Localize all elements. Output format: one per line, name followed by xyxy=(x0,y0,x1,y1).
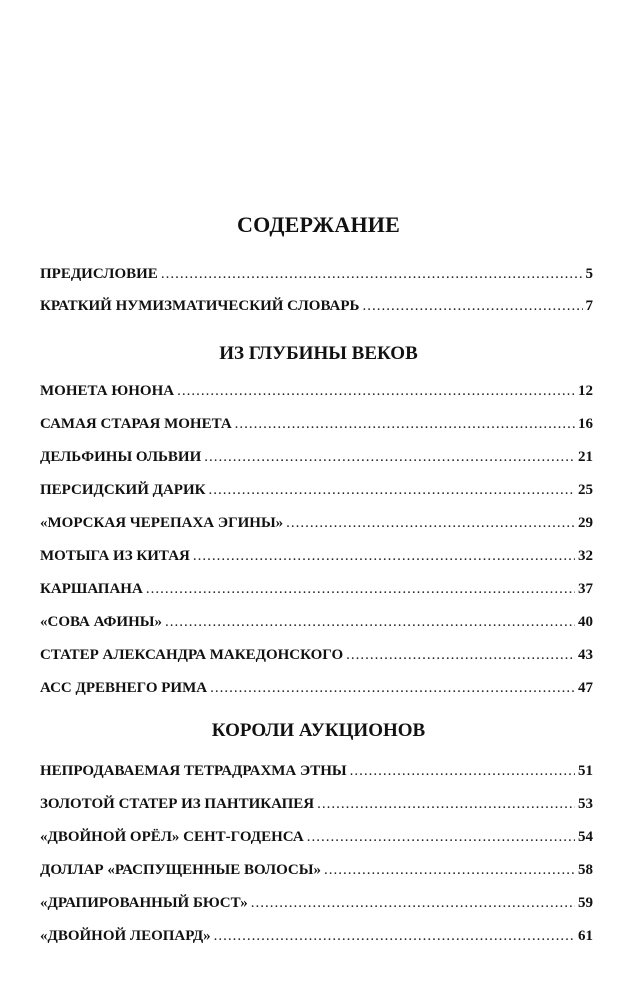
toc-entry[interactable] xyxy=(40,794,593,814)
toc-entry-page: 29 xyxy=(578,515,593,531)
toc-entry-label: «МОРСКАЯ ЧЕРЕПАХА ЭГИНЫ» xyxy=(40,515,284,531)
toc-entry-label: ПРЕДИСЛОВИЕ xyxy=(40,266,158,282)
toc-entry-label: ПЕРСИДСКИЙ ДАРИК xyxy=(40,482,206,498)
toc-entry[interactable] xyxy=(40,414,593,434)
dot-leader xyxy=(251,893,575,913)
toc-entry[interactable] xyxy=(40,645,593,665)
toc-entry-label: СТАТЕР АЛЕКСАНДРА МАКЕДОНСКОГО xyxy=(40,647,344,663)
toc-entry[interactable] xyxy=(40,579,593,599)
toc-entry-page: 51 xyxy=(578,763,593,779)
dot-leader xyxy=(214,926,575,946)
toc-entry-page: 32 xyxy=(578,548,593,564)
section-title: ИЗ ГЛУБИНЫ ВЕКОВ xyxy=(219,343,418,364)
toc-entry[interactable] xyxy=(40,678,593,698)
toc-entry-label: «ДВОЙНОЙ ЛЕОПАРД» xyxy=(40,928,211,944)
dot-leader xyxy=(193,546,575,566)
toc-entry[interactable] xyxy=(40,546,593,566)
dot-leader xyxy=(209,480,576,500)
toc-entry-page: 37 xyxy=(578,581,593,597)
toc-entry-label: «ДВОЙНОЙ ОРЁЛ» СЕНТ-ГОДЕНСА xyxy=(40,829,304,845)
dot-leader xyxy=(286,513,575,533)
dot-leader xyxy=(177,381,575,401)
dot-leader xyxy=(362,296,582,316)
toc-entry-label: ЗОЛОТОЙ СТАТЕР ИЗ ПАНТИКАПЕЯ xyxy=(40,796,315,812)
toc-entry[interactable] xyxy=(40,827,593,847)
toc-entry-label: ДОЛЛАР «РАСПУЩЕННЫЕ ВОЛОСЫ» xyxy=(40,862,321,878)
page-title: СОДЕРЖАНИЕ xyxy=(237,212,400,237)
dot-leader xyxy=(324,860,575,880)
dot-leader xyxy=(350,761,575,781)
dot-leader xyxy=(346,645,575,665)
toc-entry[interactable] xyxy=(40,447,593,467)
toc-entry-page: 12 xyxy=(578,383,593,399)
toc-entry[interactable] xyxy=(40,381,593,401)
dot-leader xyxy=(161,264,583,284)
toc-entry-page: 7 xyxy=(585,298,593,314)
toc-entry[interactable] xyxy=(40,612,593,632)
dot-leader xyxy=(165,612,575,632)
toc-entry-page: 21 xyxy=(578,449,593,465)
section-title: КОРОЛИ АУКЦИОНОВ xyxy=(211,720,426,741)
dot-leader xyxy=(146,579,575,599)
toc-entry-label: ДЕЛЬФИНЫ ОЛЬВИИ xyxy=(40,449,202,465)
toc-entry-page: 16 xyxy=(578,416,593,432)
toc-entry-page: 25 xyxy=(578,482,593,498)
dot-leader xyxy=(210,678,575,698)
toc-entry-label: МОТЫГА ИЗ КИТАЯ xyxy=(40,548,190,564)
toc-entry[interactable] xyxy=(40,926,593,946)
dot-leader xyxy=(307,827,575,847)
dot-leader xyxy=(235,414,575,434)
toc-entry-page: 47 xyxy=(578,680,593,696)
toc-entry-dictionary[interactable] xyxy=(40,296,593,316)
toc-entry-preface[interactable] xyxy=(40,264,593,284)
toc-entry-page: 40 xyxy=(578,614,593,630)
toc-entry-label: КРАТКИЙ НУМИЗМАТИЧЕСКИЙ СЛОВАРЬ xyxy=(40,298,360,314)
toc-entry[interactable] xyxy=(40,860,593,880)
toc-entry-label: НЕПРОДАВАЕМАЯ ТЕТРАДРАХМА ЭТНЫ xyxy=(40,763,347,779)
dot-leader xyxy=(317,794,575,814)
toc-entry-label: «СОВА АФИНЫ» xyxy=(40,614,162,630)
toc-entry[interactable] xyxy=(40,513,593,533)
toc-entry-label: «ДРАПИРОВАННЫЙ БЮСТ» xyxy=(40,895,248,911)
toc-entry-page: 59 xyxy=(578,895,593,911)
toc-entry-label: КАРШАПАНА xyxy=(40,581,143,597)
toc-entry-page: 43 xyxy=(578,647,593,663)
toc-entry-page: 54 xyxy=(578,829,593,845)
toc-entry-page: 58 xyxy=(578,862,593,878)
toc-entry[interactable] xyxy=(40,893,593,913)
toc-entry[interactable] xyxy=(40,761,593,781)
toc-entry-page: 5 xyxy=(585,266,593,282)
toc-entry[interactable] xyxy=(40,480,593,500)
toc-entry-page: 53 xyxy=(578,796,593,812)
dot-leader xyxy=(204,447,575,467)
toc-entry-label: МОНЕТА ЮНОНА xyxy=(40,383,175,399)
toc-entry-label: АСС ДРЕВНЕГО РИМА xyxy=(40,680,208,696)
toc-entry-page: 61 xyxy=(578,928,593,944)
toc-entry-label: САМАЯ СТАРАЯ МОНЕТА xyxy=(40,416,232,432)
